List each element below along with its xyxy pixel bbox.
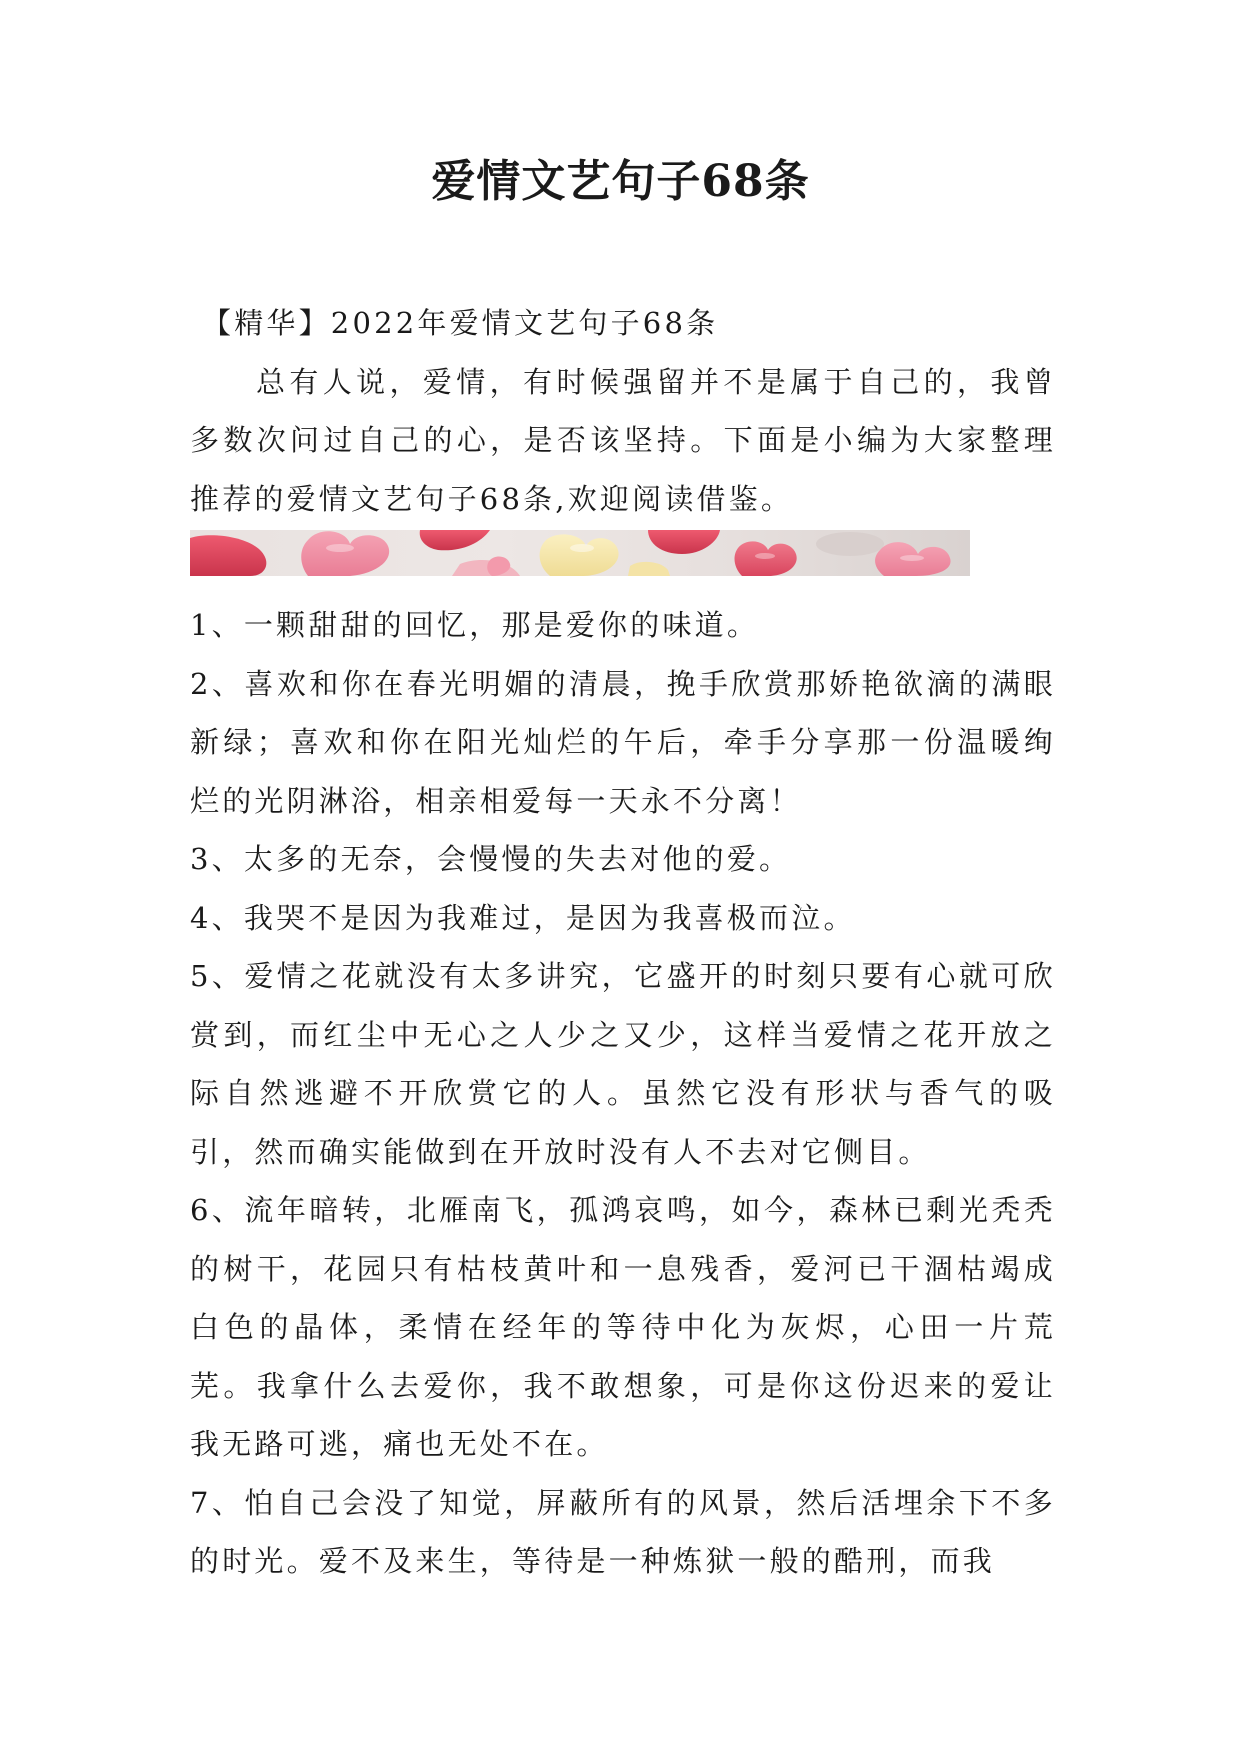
list-item: 5、爱情之花就没有太多讲究，它盛开的时刻只要有心就可欣赏到，而红尘中无心之人少之又少，这样当爱情之花开放之际自然逃避不开欣赏它的人。虽然它没有形状与香气的吸引，然而确实能做到在开放时没有人不去对它侧目。: [190, 959, 1056, 1169]
list-item: 7、怕自己会没了知觉，屏蔽所有的风景，然后活埋余下不多的时光。爱不及来生，等待是一种炼狱一般的酷刑，而我: [190, 1485, 1056, 1578]
intro-heading: 【精华】2022年爱情文艺句子68条: [202, 306, 719, 340]
document-title: 爱情文艺句子68条: [431, 156, 810, 207]
list-item: 4、我哭不是因为我难过，是因为我喜极而泣。: [190, 900, 856, 935]
intro-paragraph: 总有人说，爱情，有时候强留并不是属于自己的，我曾多数次问过自己的心，是否该坚持。下面是小编为大家整理推荐的爱情文艺句子68条,欢迎阅读借鉴。: [190, 364, 1056, 516]
list-item: 6、流年暗转，北雁南飞，孤鸿哀鸣，如今，森林已剩光秃秃的树干，花园只有枯枝黄叶和一息残香，爱河已干涸枯竭成白色的晶体，柔情在经年的等待中化为灰烬，心田一片荒芜。我拿什么去爱你，我不敢想象，可是你这份迟来的爱让我无路可逃，痛也无处不在。: [190, 1193, 1056, 1461]
candy-hearts-image: [190, 530, 970, 576]
candy-hearts-illustration: [190, 530, 970, 576]
list-item: 1、一颗甜甜的回忆，那是爱你的味道。: [190, 608, 760, 642]
list-item: 3、太多的无奈，会慢慢的失去对他的爱。: [190, 842, 792, 876]
document-body: [190, 294, 1056, 1591]
list-item: 2、喜欢和你在春光明媚的清晨，挽手欣赏那娇艳欲滴的满眼新绿；喜欢和你在阳光灿烂的午后，牵手分享那一份温暖绚烂的光阴淋浴，相亲相爱每一天永不分离！: [190, 666, 1056, 818]
